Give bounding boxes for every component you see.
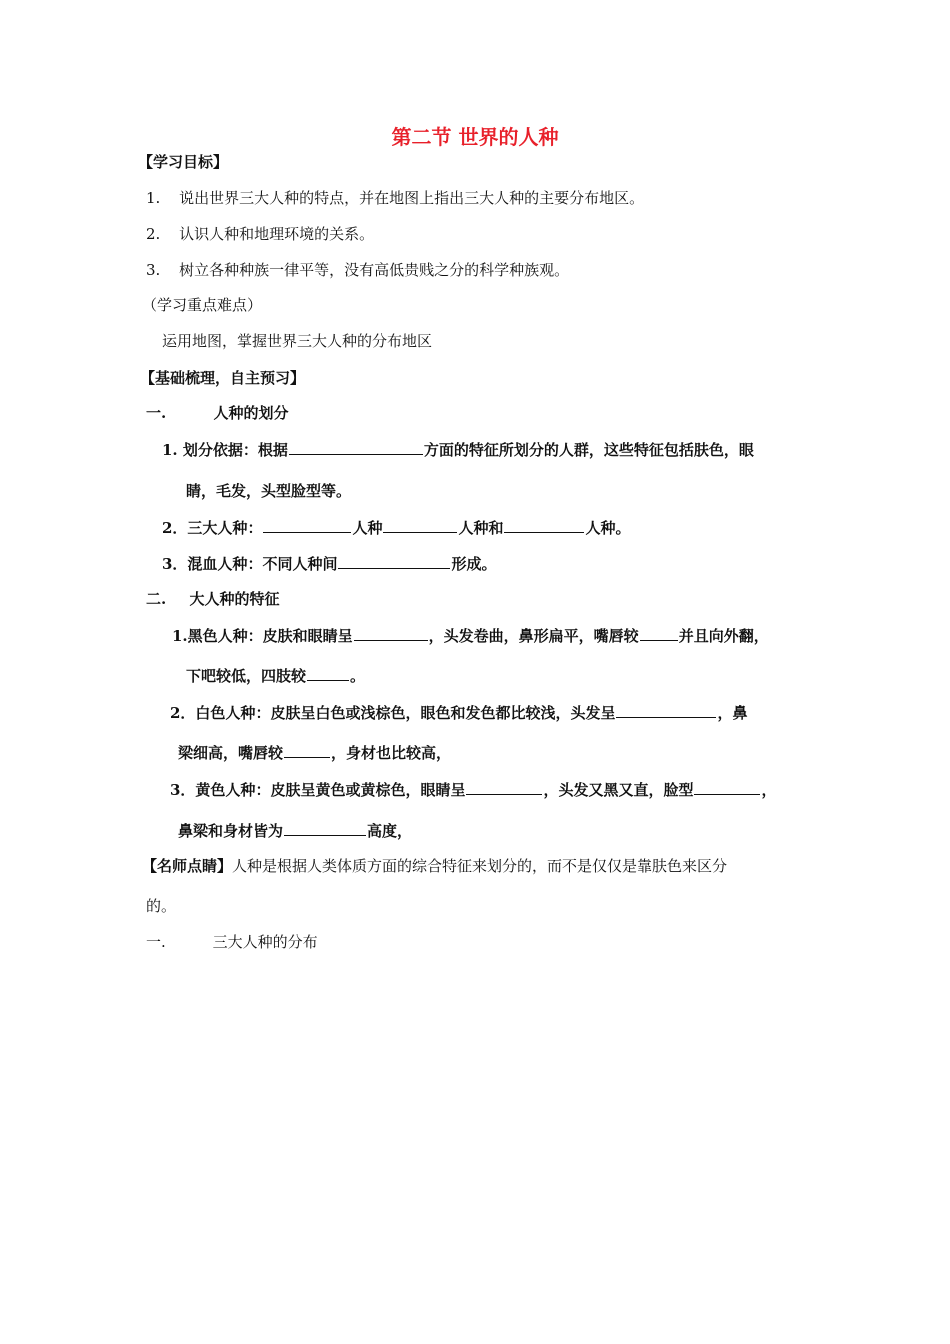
section-num: 一. — [146, 933, 166, 951]
fill-blank[interactable] — [694, 779, 760, 795]
text-fragment: ， — [761, 781, 777, 799]
page-title: 第二节 世界的人种 — [391, 125, 559, 149]
tip-label: 【名师点睛】 — [142, 857, 233, 875]
key-heading: （学习重点难点） — [142, 296, 263, 314]
expert-tip-cont: 的。 — [146, 897, 177, 915]
objective-text: 树立各种种族一律平等，没有高低贵贱之分的科学种族观。 — [179, 261, 570, 279]
fill-blank[interactable] — [640, 625, 678, 641]
text-fragment: 1.黑色人种：皮肤和眼睛呈 — [172, 627, 353, 645]
tip-text: 人种是根据人类体质方面的综合特征来划分的，而不是仅仅是靠肤色来区分 — [232, 857, 728, 875]
section-two-heading — [146, 589, 279, 609]
objective-item — [146, 224, 374, 244]
section-num: 二. — [146, 590, 167, 608]
text-fragment: 人种和 — [458, 519, 504, 537]
white-race-line — [170, 702, 747, 723]
text-fragment: ，头发卷曲，鼻形扁平，嘴唇较 — [428, 627, 639, 645]
section-three-heading — [146, 932, 318, 952]
text-fragment: 2．三大人种： — [162, 519, 263, 537]
section-one-heading — [146, 403, 288, 423]
text-fragment: 形成。 — [451, 555, 497, 573]
objective-text: 说出世界三大人种的特点，并在地图上指出三大人种的主要分布地区。 — [179, 189, 645, 207]
text-fragment: 鼻梁和身材皆为 — [178, 822, 284, 840]
objective-item — [146, 260, 569, 280]
text-fragment: 3．混血人种：不同人种间 — [162, 555, 338, 573]
fill-blank[interactable] — [466, 779, 542, 795]
fill-blank[interactable] — [289, 439, 423, 455]
fill-blank[interactable] — [383, 517, 457, 533]
objective-num: 1. — [146, 189, 161, 207]
text-fragment: 下吧较低，四肢较 — [186, 667, 307, 685]
fill-blank[interactable] — [307, 665, 349, 681]
fill-blank[interactable] — [284, 742, 330, 758]
text-fragment: 2．白色人种：皮肤呈白色或浅棕色，眼色和发色都比较浅，头发呈 — [170, 704, 616, 722]
basics-heading: 【基础梳理，自主预习】 — [140, 369, 306, 387]
section-title: 大人种的特征 — [189, 590, 280, 608]
text-fragment: 人种。 — [585, 519, 631, 537]
three-races-line — [162, 517, 631, 538]
fill-blank[interactable] — [504, 517, 584, 533]
text-fragment: 方面的特征所划分的人群，这些特征包括肤色，眼 — [423, 441, 754, 459]
text-fragment: ，鼻 — [717, 704, 748, 722]
key-text: 运用地图，掌握世界三大人种的分布地区 — [162, 332, 433, 350]
division-basis-cont: 睛，毛发，头型脸型等。 — [186, 482, 352, 500]
text-fragment: 1. 划分依据：根据 — [162, 441, 288, 459]
yellow-race-line — [170, 779, 776, 800]
fill-blank[interactable] — [338, 553, 450, 569]
division-basis-line — [162, 439, 754, 460]
text-fragment: 梁细高，嘴唇较 — [178, 744, 284, 762]
expert-tip — [142, 856, 727, 876]
objective-item — [146, 188, 644, 208]
text-fragment: ，头发又黑又直，脸型 — [543, 781, 694, 799]
fill-blank[interactable] — [616, 702, 716, 718]
fill-blank[interactable] — [284, 820, 366, 836]
objective-num: 2. — [146, 225, 161, 243]
white-race-cont — [178, 742, 451, 763]
text-fragment: 高度， — [367, 822, 413, 840]
fill-blank[interactable] — [354, 625, 428, 641]
section-title: 三大人种的分布 — [212, 933, 318, 951]
section-num: 一. — [146, 404, 167, 422]
yellow-race-cont — [178, 820, 412, 841]
objective-num: 3. — [146, 261, 161, 279]
text-fragment: 并且向外翻， — [678, 627, 769, 645]
fill-blank[interactable] — [263, 517, 351, 533]
mixed-race-line — [162, 553, 496, 574]
text-fragment: 人种 — [352, 519, 383, 537]
objective-text: 认识人种和地理环境的关系。 — [179, 225, 375, 243]
text-fragment: ，身材也比较高， — [331, 744, 452, 762]
black-race-line — [172, 625, 769, 646]
text-fragment: 。 — [350, 667, 366, 685]
black-race-cont — [186, 665, 365, 686]
section-title: 人种的划分 — [213, 404, 289, 422]
objectives-heading: 【学习目标】 — [138, 153, 229, 171]
text-fragment: 3．黄色人种：皮肤呈黄色或黄棕色，眼睛呈 — [170, 781, 466, 799]
